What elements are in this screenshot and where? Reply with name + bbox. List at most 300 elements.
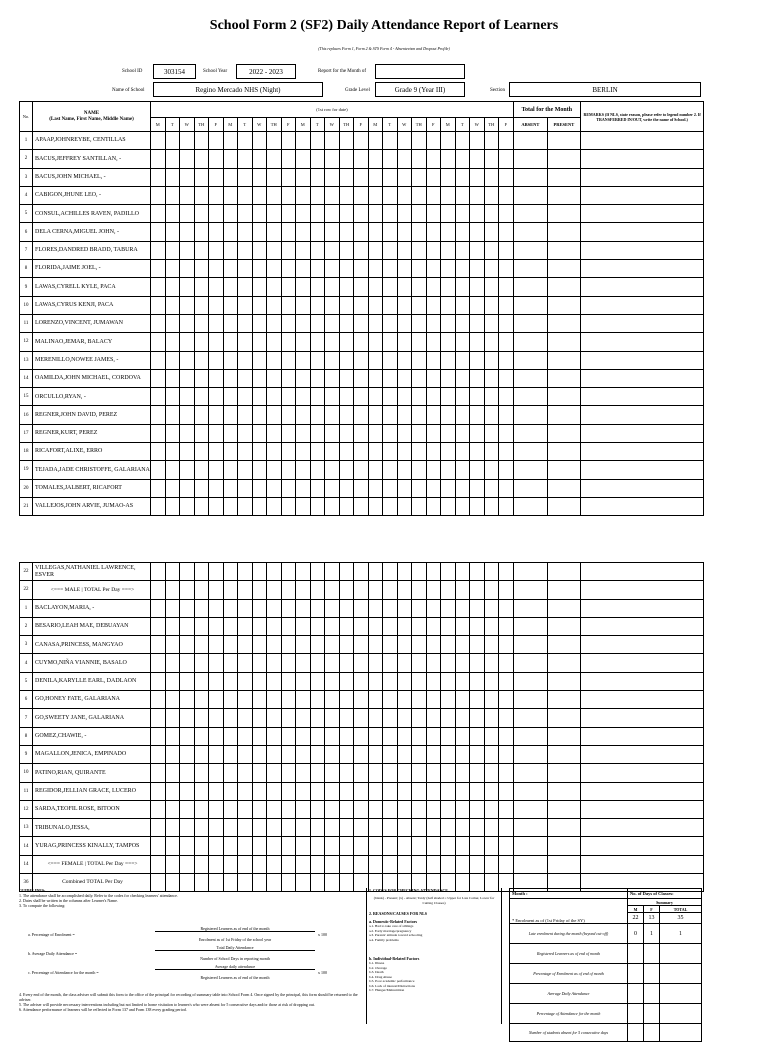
attendance-cell[interactable] [223, 672, 238, 690]
remarks-cell[interactable] [580, 654, 704, 672]
attendance-cell[interactable] [209, 296, 224, 314]
attendance-cell[interactable] [484, 388, 499, 406]
attendance-cell[interactable] [455, 278, 470, 296]
attendance-cell[interactable] [151, 168, 166, 186]
attendance-cell[interactable] [325, 241, 340, 259]
attendance-cell[interactable] [267, 388, 282, 406]
attendance-cell[interactable] [412, 296, 427, 314]
attendance-cell[interactable] [426, 800, 441, 818]
attendance-cell[interactable] [310, 351, 325, 369]
present-cell[interactable] [547, 497, 580, 515]
attendance-cell[interactable] [310, 581, 325, 599]
attendance-cell[interactable] [455, 351, 470, 369]
attendance-cell[interactable] [441, 800, 456, 818]
attendance-cell[interactable] [252, 388, 267, 406]
present-cell[interactable] [547, 745, 580, 763]
attendance-cell[interactable] [397, 636, 412, 654]
attendance-cell[interactable] [339, 782, 354, 800]
attendance-cell[interactable] [470, 388, 485, 406]
attendance-cell[interactable] [325, 745, 340, 763]
remarks-cell[interactable] [580, 333, 704, 351]
attendance-cell[interactable] [238, 351, 253, 369]
attendance-cell[interactable] [310, 314, 325, 332]
attendance-cell[interactable] [397, 388, 412, 406]
attendance-cell[interactable] [426, 443, 441, 461]
attendance-cell[interactable] [252, 855, 267, 873]
attendance-cell[interactable] [354, 672, 369, 690]
attendance-cell[interactable] [281, 479, 296, 497]
attendance-cell[interactable] [209, 745, 224, 763]
attendance-cell[interactable] [238, 672, 253, 690]
attendance-cell[interactable] [310, 424, 325, 442]
remarks-cell[interactable] [580, 837, 704, 855]
attendance-cell[interactable] [209, 314, 224, 332]
attendance-cell[interactable] [441, 461, 456, 479]
attendance-cell[interactable] [339, 497, 354, 515]
attendance-cell[interactable] [296, 351, 311, 369]
present-cell[interactable] [547, 479, 580, 497]
attendance-cell[interactable] [238, 132, 253, 150]
remarks-cell[interactable] [580, 186, 704, 204]
attendance-cell[interactable] [368, 581, 383, 599]
attendance-cell[interactable] [426, 168, 441, 186]
attendance-cell[interactable] [151, 672, 166, 690]
attendance-cell[interactable] [151, 296, 166, 314]
attendance-cell[interactable] [252, 314, 267, 332]
attendance-cell[interactable] [325, 388, 340, 406]
attendance-cell[interactable] [180, 186, 195, 204]
attendance-cell[interactable] [310, 205, 325, 223]
attendance-cell[interactable] [194, 581, 209, 599]
attendance-cell[interactable] [455, 388, 470, 406]
attendance-cell[interactable] [484, 709, 499, 727]
attendance-cell[interactable] [339, 855, 354, 873]
attendance-cell[interactable] [281, 351, 296, 369]
attendance-cell[interactable] [426, 241, 441, 259]
attendance-cell[interactable] [484, 260, 499, 278]
attendance-cell[interactable] [470, 727, 485, 745]
attendance-cell[interactable] [238, 388, 253, 406]
attendance-cell[interactable] [470, 461, 485, 479]
attendance-cell[interactable] [412, 727, 427, 745]
absent-cell[interactable] [513, 764, 547, 782]
attendance-cell[interactable] [354, 691, 369, 709]
attendance-cell[interactable] [151, 479, 166, 497]
attendance-cell[interactable] [470, 278, 485, 296]
attendance-cell[interactable] [426, 617, 441, 635]
attendance-cell[interactable] [310, 241, 325, 259]
attendance-cell[interactable] [484, 406, 499, 424]
attendance-cell[interactable] [209, 278, 224, 296]
grade-field[interactable]: Grade 9 (Year III) [375, 82, 465, 97]
attendance-cell[interactable] [412, 800, 427, 818]
attendance-cell[interactable] [296, 168, 311, 186]
attendance-cell[interactable] [339, 205, 354, 223]
attendance-cell[interactable] [296, 636, 311, 654]
attendance-cell[interactable] [238, 691, 253, 709]
attendance-cell[interactable] [252, 260, 267, 278]
attendance-cell[interactable] [267, 745, 282, 763]
attendance-cell[interactable] [281, 388, 296, 406]
attendance-cell[interactable] [180, 443, 195, 461]
attendance-cell[interactable] [455, 497, 470, 515]
attendance-cell[interactable] [252, 150, 267, 168]
attendance-cell[interactable] [252, 819, 267, 837]
remarks-cell[interactable] [580, 223, 704, 241]
attendance-cell[interactable] [238, 150, 253, 168]
attendance-cell[interactable] [441, 314, 456, 332]
attendance-cell[interactable] [223, 296, 238, 314]
attendance-cell[interactable] [354, 461, 369, 479]
attendance-cell[interactable] [223, 333, 238, 351]
attendance-cell[interactable] [165, 369, 180, 387]
attendance-cell[interactable] [368, 563, 383, 581]
attendance-cell[interactable] [194, 479, 209, 497]
attendance-cell[interactable] [165, 855, 180, 873]
attendance-cell[interactable] [484, 581, 499, 599]
attendance-cell[interactable] [209, 691, 224, 709]
attendance-cell[interactable] [455, 443, 470, 461]
absent-cell[interactable] [513, 424, 547, 442]
attendance-cell[interactable] [426, 782, 441, 800]
attendance-cell[interactable] [339, 837, 354, 855]
attendance-cell[interactable] [180, 497, 195, 515]
attendance-cell[interactable] [441, 241, 456, 259]
attendance-cell[interactable] [281, 745, 296, 763]
attendance-cell[interactable] [470, 855, 485, 873]
attendance-cell[interactable] [426, 424, 441, 442]
attendance-cell[interactable] [238, 443, 253, 461]
attendance-cell[interactable] [412, 709, 427, 727]
attendance-cell[interactable] [484, 461, 499, 479]
attendance-cell[interactable] [368, 296, 383, 314]
attendance-cell[interactable] [165, 296, 180, 314]
attendance-cell[interactable] [470, 186, 485, 204]
attendance-cell[interactable] [383, 424, 398, 442]
attendance-cell[interactable] [252, 205, 267, 223]
attendance-cell[interactable] [194, 223, 209, 241]
attendance-cell[interactable] [470, 424, 485, 442]
attendance-cell[interactable] [252, 709, 267, 727]
attendance-cell[interactable] [238, 599, 253, 617]
attendance-cell[interactable] [252, 168, 267, 186]
attendance-cell[interactable] [267, 333, 282, 351]
remarks-cell[interactable] [580, 205, 704, 223]
attendance-cell[interactable] [281, 819, 296, 837]
attendance-cell[interactable] [441, 563, 456, 581]
attendance-cell[interactable] [151, 581, 166, 599]
attendance-cell[interactable] [281, 333, 296, 351]
attendance-cell[interactable] [194, 296, 209, 314]
present-cell[interactable] [547, 369, 580, 387]
attendance-cell[interactable] [223, 837, 238, 855]
present-cell[interactable] [547, 581, 580, 599]
attendance-cell[interactable] [165, 443, 180, 461]
attendance-cell[interactable] [455, 168, 470, 186]
attendance-cell[interactable] [412, 241, 427, 259]
attendance-cell[interactable] [252, 443, 267, 461]
attendance-cell[interactable] [499, 443, 514, 461]
attendance-cell[interactable] [180, 296, 195, 314]
attendance-cell[interactable] [325, 406, 340, 424]
attendance-cell[interactable] [252, 691, 267, 709]
attendance-cell[interactable] [165, 672, 180, 690]
attendance-cell[interactable] [412, 654, 427, 672]
attendance-cell[interactable] [296, 800, 311, 818]
attendance-cell[interactable] [281, 617, 296, 635]
attendance-cell[interactable] [339, 599, 354, 617]
attendance-cell[interactable] [499, 479, 514, 497]
attendance-cell[interactable] [281, 782, 296, 800]
attendance-cell[interactable] [484, 497, 499, 515]
attendance-cell[interactable] [499, 691, 514, 709]
attendance-cell[interactable] [267, 800, 282, 818]
attendance-cell[interactable] [252, 800, 267, 818]
attendance-cell[interactable] [397, 260, 412, 278]
attendance-cell[interactable] [412, 581, 427, 599]
attendance-cell[interactable] [354, 388, 369, 406]
attendance-cell[interactable] [165, 223, 180, 241]
attendance-cell[interactable] [296, 837, 311, 855]
attendance-cell[interactable] [455, 369, 470, 387]
attendance-cell[interactable] [470, 241, 485, 259]
attendance-cell[interactable] [310, 296, 325, 314]
absent-cell[interactable] [513, 150, 547, 168]
attendance-cell[interactable] [267, 132, 282, 150]
attendance-cell[interactable] [470, 479, 485, 497]
attendance-cell[interactable] [151, 636, 166, 654]
attendance-cell[interactable] [194, 837, 209, 855]
attendance-cell[interactable] [180, 654, 195, 672]
attendance-cell[interactable] [180, 369, 195, 387]
attendance-cell[interactable] [412, 672, 427, 690]
attendance-cell[interactable] [499, 497, 514, 515]
attendance-cell[interactable] [499, 563, 514, 581]
attendance-cell[interactable] [194, 782, 209, 800]
attendance-cell[interactable] [368, 497, 383, 515]
attendance-cell[interactable] [223, 764, 238, 782]
attendance-cell[interactable] [412, 461, 427, 479]
attendance-cell[interactable] [194, 654, 209, 672]
attendance-cell[interactable] [165, 424, 180, 442]
attendance-cell[interactable] [252, 424, 267, 442]
attendance-cell[interactable] [354, 314, 369, 332]
attendance-cell[interactable] [397, 782, 412, 800]
attendance-cell[interactable] [296, 617, 311, 635]
attendance-cell[interactable] [339, 479, 354, 497]
attendance-cell[interactable] [180, 764, 195, 782]
attendance-cell[interactable] [499, 672, 514, 690]
attendance-cell[interactable] [470, 260, 485, 278]
attendance-cell[interactable] [165, 241, 180, 259]
attendance-cell[interactable] [455, 479, 470, 497]
attendance-cell[interactable] [281, 168, 296, 186]
attendance-cell[interactable] [209, 260, 224, 278]
attendance-cell[interactable] [209, 599, 224, 617]
attendance-cell[interactable] [151, 369, 166, 387]
attendance-cell[interactable] [397, 727, 412, 745]
attendance-cell[interactable] [223, 617, 238, 635]
attendance-cell[interactable] [209, 132, 224, 150]
attendance-cell[interactable] [354, 745, 369, 763]
attendance-cell[interactable] [194, 314, 209, 332]
absent-cell[interactable] [513, 406, 547, 424]
attendance-cell[interactable] [194, 186, 209, 204]
attendance-cell[interactable] [310, 168, 325, 186]
attendance-cell[interactable] [180, 314, 195, 332]
attendance-cell[interactable] [441, 745, 456, 763]
attendance-cell[interactable] [194, 800, 209, 818]
attendance-cell[interactable] [209, 764, 224, 782]
attendance-cell[interactable] [470, 150, 485, 168]
attendance-cell[interactable] [470, 764, 485, 782]
attendance-cell[interactable] [339, 727, 354, 745]
attendance-cell[interactable] [470, 563, 485, 581]
attendance-cell[interactable] [397, 672, 412, 690]
attendance-cell[interactable] [383, 617, 398, 635]
attendance-cell[interactable] [383, 599, 398, 617]
month-field[interactable] [375, 64, 465, 79]
attendance-cell[interactable] [412, 819, 427, 837]
attendance-cell[interactable] [238, 296, 253, 314]
attendance-cell[interactable] [296, 205, 311, 223]
attendance-cell[interactable] [223, 599, 238, 617]
attendance-cell[interactable] [194, 132, 209, 150]
attendance-cell[interactable] [209, 150, 224, 168]
attendance-cell[interactable] [194, 388, 209, 406]
attendance-cell[interactable] [383, 691, 398, 709]
attendance-cell[interactable] [412, 278, 427, 296]
attendance-cell[interactable] [180, 599, 195, 617]
attendance-cell[interactable] [484, 168, 499, 186]
attendance-cell[interactable] [238, 782, 253, 800]
present-cell[interactable] [547, 424, 580, 442]
attendance-cell[interactable] [310, 223, 325, 241]
attendance-cell[interactable] [151, 333, 166, 351]
attendance-cell[interactable] [325, 132, 340, 150]
remarks-cell[interactable] [580, 461, 704, 479]
attendance-cell[interactable] [455, 636, 470, 654]
attendance-cell[interactable] [296, 388, 311, 406]
present-cell[interactable] [547, 461, 580, 479]
attendance-cell[interactable] [426, 691, 441, 709]
attendance-cell[interactable] [426, 388, 441, 406]
attendance-cell[interactable] [339, 800, 354, 818]
absent-cell[interactable] [513, 654, 547, 672]
attendance-cell[interactable] [412, 314, 427, 332]
remarks-cell[interactable] [580, 168, 704, 186]
attendance-cell[interactable] [426, 333, 441, 351]
attendance-cell[interactable] [426, 654, 441, 672]
attendance-cell[interactable] [267, 599, 282, 617]
attendance-cell[interactable] [484, 617, 499, 635]
attendance-cell[interactable] [455, 581, 470, 599]
attendance-cell[interactable] [383, 672, 398, 690]
attendance-cell[interactable] [281, 636, 296, 654]
attendance-cell[interactable] [426, 314, 441, 332]
attendance-cell[interactable] [281, 241, 296, 259]
present-cell[interactable] [547, 636, 580, 654]
attendance-cell[interactable] [238, 205, 253, 223]
attendance-cell[interactable] [470, 497, 485, 515]
attendance-cell[interactable] [281, 186, 296, 204]
attendance-cell[interactable] [296, 497, 311, 515]
present-cell[interactable] [547, 563, 580, 581]
attendance-cell[interactable] [470, 745, 485, 763]
attendance-cell[interactable] [267, 497, 282, 515]
attendance-cell[interactable] [310, 782, 325, 800]
attendance-cell[interactable] [325, 654, 340, 672]
attendance-cell[interactable] [397, 333, 412, 351]
attendance-cell[interactable] [252, 351, 267, 369]
attendance-cell[interactable] [165, 388, 180, 406]
absent-cell[interactable] [513, 186, 547, 204]
attendance-cell[interactable] [209, 497, 224, 515]
attendance-cell[interactable] [412, 636, 427, 654]
attendance-cell[interactable] [223, 636, 238, 654]
attendance-cell[interactable] [151, 461, 166, 479]
attendance-cell[interactable] [354, 764, 369, 782]
attendance-cell[interactable] [368, 636, 383, 654]
attendance-cell[interactable] [441, 260, 456, 278]
attendance-cell[interactable] [180, 223, 195, 241]
attendance-cell[interactable] [296, 782, 311, 800]
attendance-cell[interactable] [397, 691, 412, 709]
attendance-cell[interactable] [383, 782, 398, 800]
attendance-cell[interactable] [412, 150, 427, 168]
attendance-cell[interactable] [310, 563, 325, 581]
attendance-cell[interactable] [470, 782, 485, 800]
attendance-cell[interactable] [151, 443, 166, 461]
remarks-cell[interactable] [580, 727, 704, 745]
attendance-cell[interactable] [339, 461, 354, 479]
attendance-cell[interactable] [441, 388, 456, 406]
absent-cell[interactable] [513, 599, 547, 617]
attendance-cell[interactable] [151, 497, 166, 515]
absent-cell[interactable] [513, 314, 547, 332]
attendance-cell[interactable] [470, 205, 485, 223]
attendance-cell[interactable] [470, 581, 485, 599]
attendance-cell[interactable] [412, 497, 427, 515]
attendance-cell[interactable] [499, 599, 514, 617]
attendance-cell[interactable] [252, 563, 267, 581]
attendance-cell[interactable] [412, 168, 427, 186]
attendance-cell[interactable] [383, 314, 398, 332]
attendance-cell[interactable] [426, 837, 441, 855]
attendance-cell[interactable] [252, 636, 267, 654]
attendance-cell[interactable] [354, 186, 369, 204]
present-cell[interactable] [547, 406, 580, 424]
attendance-cell[interactable] [455, 241, 470, 259]
attendance-cell[interactable] [238, 764, 253, 782]
attendance-cell[interactable] [267, 764, 282, 782]
attendance-cell[interactable] [296, 745, 311, 763]
attendance-cell[interactable] [426, 581, 441, 599]
attendance-cell[interactable] [209, 424, 224, 442]
attendance-cell[interactable] [426, 855, 441, 873]
absent-cell[interactable] [513, 855, 547, 873]
attendance-cell[interactable] [281, 150, 296, 168]
attendance-cell[interactable] [383, 351, 398, 369]
attendance-cell[interactable] [499, 800, 514, 818]
attendance-cell[interactable] [426, 351, 441, 369]
attendance-cell[interactable] [223, 855, 238, 873]
remarks-cell[interactable] [580, 241, 704, 259]
attendance-cell[interactable] [194, 260, 209, 278]
attendance-cell[interactable] [325, 764, 340, 782]
attendance-cell[interactable] [470, 709, 485, 727]
attendance-cell[interactable] [252, 223, 267, 241]
